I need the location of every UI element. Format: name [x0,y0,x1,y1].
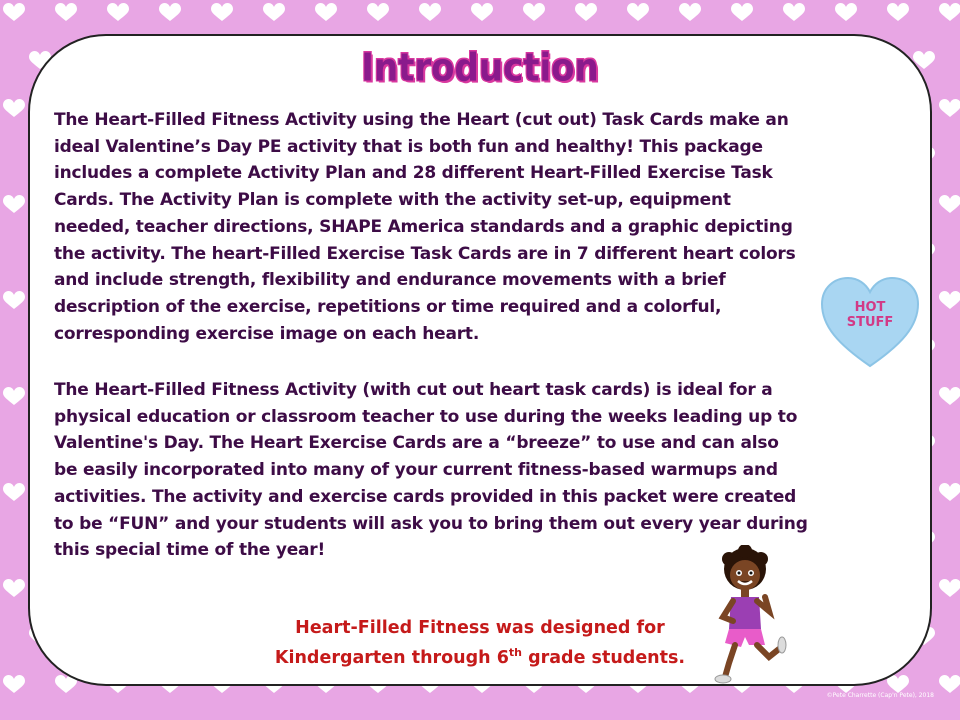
paragraph-line: this special time of the year! [54,540,326,561]
heart-icon [939,483,960,501]
heart-icon [3,387,25,405]
heart-icon [523,3,545,21]
paragraph-line: Cards. The Activity Plan is complete with the activity set-up, equipment [54,190,731,211]
paragraph-line: and include strength, flexibility and endurance movements with a brief [54,270,726,291]
paragraph-line: corresponding exercise image on each heart. [54,323,480,344]
heart-icon [159,3,181,21]
heart-icon [3,675,25,693]
badge-line: HOT [854,300,886,315]
footer-line-1: Heart-Filled Fitness was designed for [295,618,665,638]
heart-icon [575,3,597,21]
badge-text [818,300,922,330]
page-title: Introduction [361,45,599,91]
heart-icon [471,3,493,21]
heart-icon [107,3,129,21]
heart-icon [367,3,389,21]
paragraph-line: The Heart-Filled Fitness Activity using the Heart (cut out) Task Cards make an [54,110,789,130]
paragraph-line: to be “FUN” and your students will ask you to bring them out every year during [54,513,808,534]
heart-icon [263,3,285,21]
copyright-notice: ©Pete Charrette (Cap'n Pete), 2018 [826,692,934,699]
paragraph-line: be easily incorporated into many of your current fitness-based warmups and [54,460,778,481]
heart-icon [3,99,25,117]
heart-icon [211,3,233,21]
heart-icon [731,3,753,21]
paragraph-line: description of the exercise, repetitions or time required and a colorful, [54,296,722,317]
heart-icon [835,3,857,21]
intro-paragraph-2 [54,377,914,564]
heart-icon [939,99,960,117]
paragraph-line: physical education or classroom teacher to use during the weeks leading up to [54,406,798,427]
heart-icon [939,3,960,21]
heart-icon [939,291,960,309]
paragraph-line: the activity. The heart-Filled Exercise Task Cards are in 7 different heart colors [54,243,796,264]
footer-text: Kindergarten through 6 [274,647,509,668]
heart-icon [627,3,649,21]
heart-icon [315,3,337,21]
badge-line: STUFF [846,315,894,330]
heart-icon [887,3,909,21]
running-child-icon [705,545,795,685]
heart-icon [3,579,25,597]
heart-icon [3,291,25,309]
heart-icon [939,579,960,597]
heart-icon [939,195,960,213]
paragraph-line: includes a complete Activity Plan and 28 different Heart-Filled Exercise Task [54,163,773,184]
heart-icon [419,3,441,21]
heart-icon [3,3,25,21]
heart-icon [939,675,960,693]
heart-icon [3,195,25,213]
heart-icon [783,3,805,21]
footer-text: grade students. [522,647,686,668]
heart-icon [939,387,960,405]
footer-line-2 [200,646,760,668]
intro-paragraph-1 [54,107,904,347]
paragraph-line: The Heart-Filled Fitness Activity (with cut out heart task cards) is ideal for a [54,380,773,400]
heart-icon [887,675,909,693]
heart-icon [55,3,77,21]
footer-superscript: th [508,646,522,659]
heart-icon [3,483,25,501]
heart-icon [679,3,701,21]
paragraph-line: ideal Valentine’s Day PE activity that is both fun and healthy! This package [54,136,763,157]
paragraph-line: needed, teacher directions, SHAPE America standards and a graphic depicting [54,216,793,237]
paragraph-line: activities. The activity and exercise cards provided in this packet were created [54,486,797,507]
paragraph-line: Valentine's Day. The Heart Exercise Cards are a “breeze” to use and can also [54,433,779,454]
